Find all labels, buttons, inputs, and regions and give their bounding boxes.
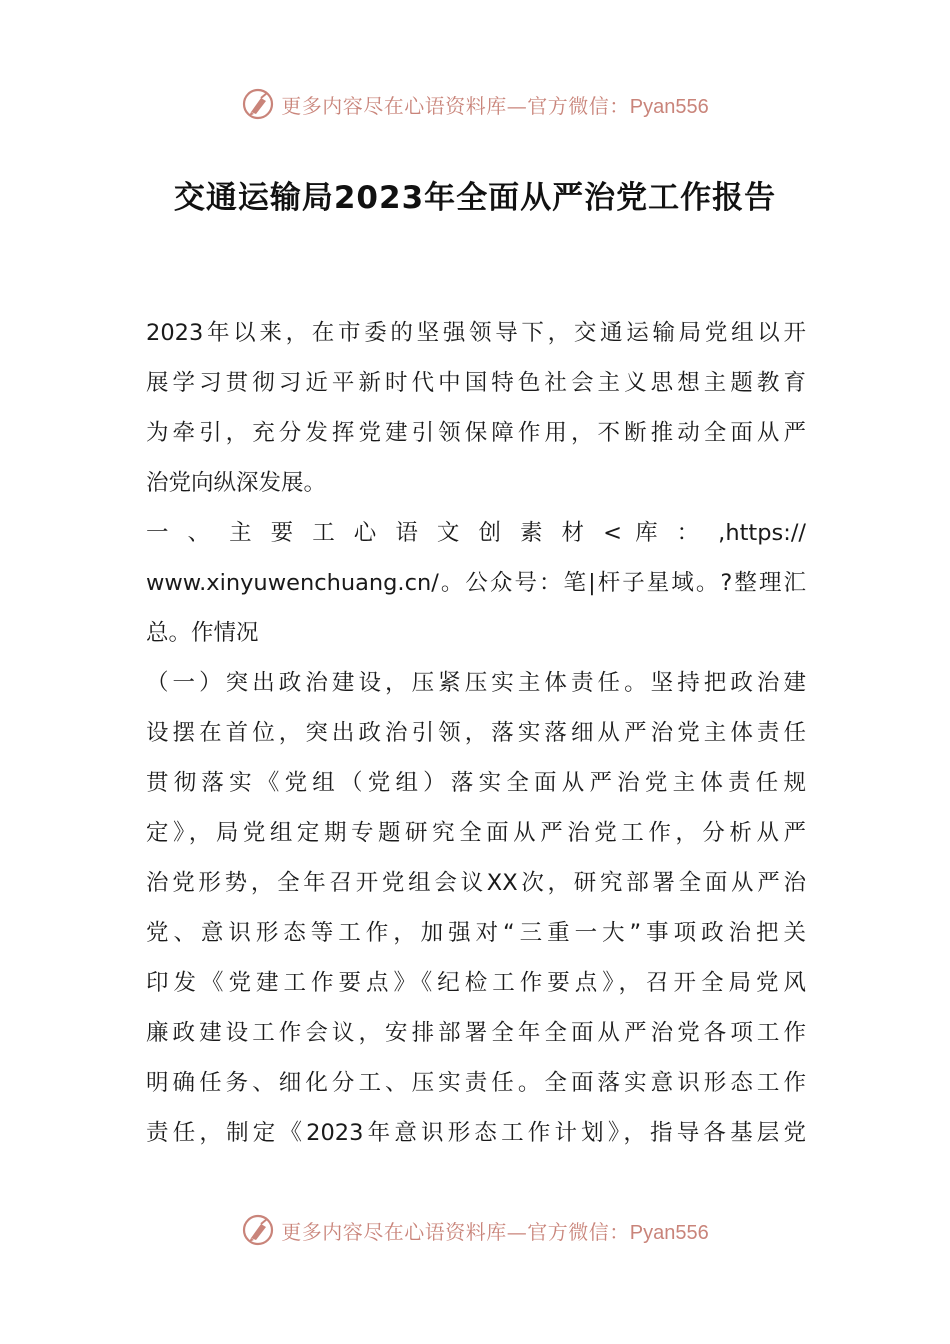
body-line: 印发《党建工作要点》《纪检工作要点》，召开全局党风 (146, 970, 806, 996)
body-line: 设摆在首位，突出政治引领，落实落细从严治党主体责任 (146, 720, 806, 746)
body-line: 总。作情况 (146, 620, 259, 646)
body-line: 展学习贯彻习近平新时代中国特色社会主义思想主题教育 (146, 370, 806, 396)
body-line: 治党向纵深发展。 (146, 470, 327, 496)
pen-nib-logo-icon (241, 87, 275, 121)
body-line: 为牵引，充分发挥党建引领保障作用，不断推动全面从严 (146, 420, 806, 446)
body-line: 贯彻落实《党组（党组）落实全面从严治党主体责任规 (146, 770, 806, 796)
body-line: 党、意识形态等工作，加强对“三重一大”事项政治把关 (146, 920, 806, 946)
footer-watermark-banner (0, 1210, 950, 1250)
body-line: 明确任务、细化分工、压实责任。全面落实意识形态工作 (146, 1070, 806, 1096)
header-watermark-banner (0, 84, 950, 124)
pen-nib-logo-icon (241, 1213, 275, 1247)
document-body (146, 308, 806, 1158)
body-line: 一 、 主 要 工 心 语 文 创 素 材 < 库 ： ,https:// (146, 520, 806, 546)
body-line: 责任，制定《2023年意识形态工作计划》，指导各基层党 (146, 1120, 806, 1146)
document-title: 交通运输局2023年全面从严治党工作报告 (173, 180, 777, 216)
body-line: www.xinyuwenchuang.cn/。公众号：笔|杆子星域。?整理汇 (146, 570, 806, 596)
body-line: 定》，局党组定期专题研究全面从严治党工作，分析从严 (146, 820, 806, 846)
watermark-text: 更多内容尽在心语资料库—官方微信：Pyan556 (281, 1219, 709, 1244)
body-line: （一）突出政治建设，压紧压实主体责任。坚持把政治建 (146, 670, 806, 696)
watermark-text: 更多内容尽在心语资料库—官方微信：Pyan556 (281, 93, 709, 118)
body-line: 治党形势，全年召开党组会议XX次，研究部署全面从严治 (146, 870, 806, 896)
body-line: 廉政建设工作会议，安排部署全年全面从严治党各项工作 (146, 1020, 806, 1046)
body-line: 2023年以来，在市委的坚强领导下，交通运输局党组以开 (146, 320, 806, 346)
